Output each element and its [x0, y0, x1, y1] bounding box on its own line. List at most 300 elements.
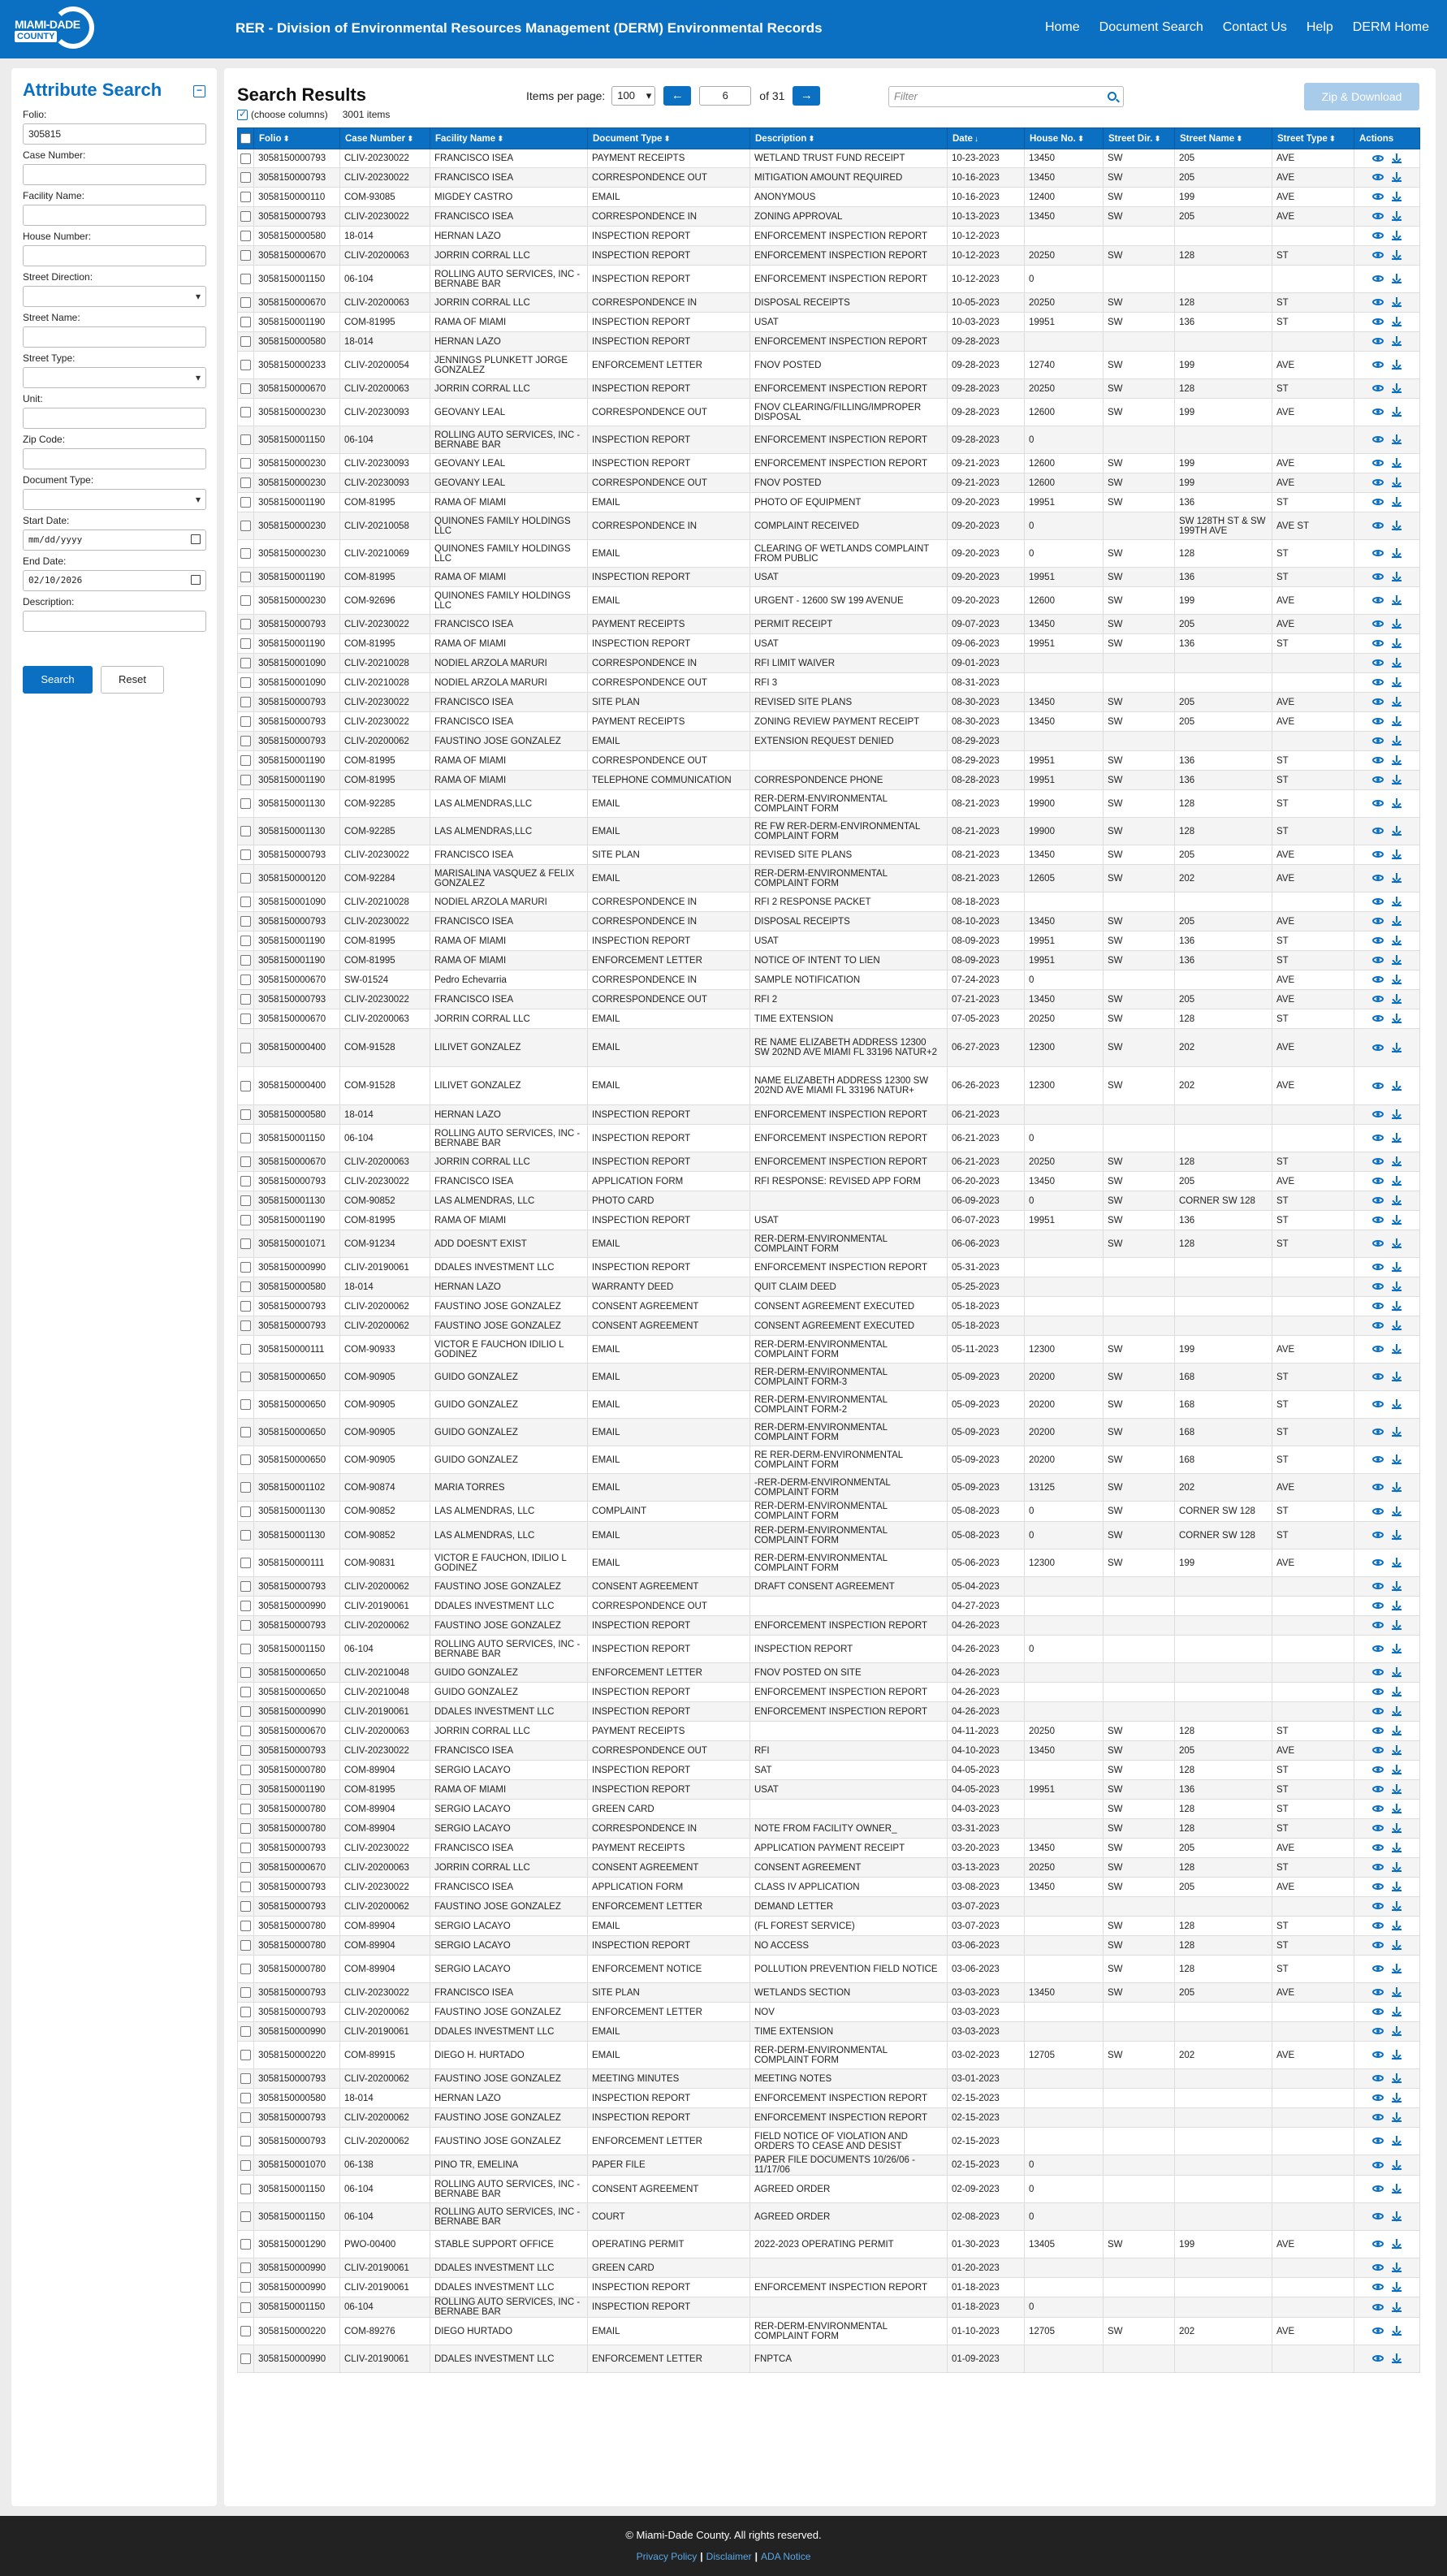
- download-icon[interactable]: [1392, 1282, 1402, 1291]
- row-checkbox[interactable]: [240, 2239, 251, 2250]
- row-checkbox[interactable]: [240, 1687, 251, 1697]
- row-checkbox[interactable]: [240, 521, 251, 531]
- view-icon[interactable]: [1372, 1456, 1384, 1463]
- street-type-select[interactable]: [23, 367, 206, 388]
- download-icon[interactable]: [1392, 1081, 1402, 1091]
- download-icon[interactable]: [1392, 2184, 1402, 2193]
- view-icon[interactable]: [1372, 1989, 1384, 1995]
- row-checkbox[interactable]: [240, 849, 251, 860]
- view-icon[interactable]: [1372, 800, 1384, 806]
- row-checkbox[interactable]: [240, 211, 251, 222]
- download-icon[interactable]: [1392, 407, 1402, 417]
- view-icon[interactable]: [1372, 193, 1384, 200]
- row-checkbox[interactable]: [240, 317, 251, 327]
- view-icon[interactable]: [1372, 1727, 1384, 1734]
- download-icon[interactable]: [1392, 658, 1402, 668]
- download-icon[interactable]: [1392, 2112, 1402, 2122]
- view-icon[interactable]: [1372, 828, 1384, 834]
- row-checkbox[interactable]: [240, 1964, 251, 1974]
- table-row[interactable]: [238, 149, 1420, 168]
- col-folio[interactable]: [254, 128, 340, 149]
- table-row[interactable]: [238, 818, 1420, 845]
- download-icon[interactable]: [1392, 916, 1402, 926]
- view-icon[interactable]: [1372, 1766, 1384, 1773]
- download-icon[interactable]: [1392, 638, 1402, 648]
- reset-button[interactable]: Reset: [101, 666, 164, 694]
- download-icon[interactable]: [1392, 1372, 1402, 1381]
- view-icon[interactable]: [1372, 573, 1384, 580]
- view-icon[interactable]: [1372, 1602, 1384, 1609]
- nav-derm-home[interactable]: DERM Home: [1352, 20, 1429, 34]
- row-checkbox[interactable]: [240, 1823, 251, 1834]
- col-facility-name[interactable]: [430, 128, 588, 149]
- table-row[interactable]: [238, 168, 1420, 188]
- view-icon[interactable]: [1372, 213, 1384, 219]
- view-icon[interactable]: [1372, 2051, 1384, 2058]
- table-row[interactable]: [238, 1297, 1420, 1316]
- table-row[interactable]: [238, 1258, 1420, 1277]
- table-row[interactable]: [238, 2022, 1420, 2042]
- download-icon[interactable]: [1392, 1530, 1402, 1540]
- document-type-select[interactable]: [23, 489, 206, 510]
- view-icon[interactable]: [1372, 957, 1384, 963]
- table-row[interactable]: [238, 931, 1420, 951]
- table-row[interactable]: [238, 1446, 1420, 1474]
- table-row[interactable]: [238, 2069, 1420, 2089]
- row-checkbox[interactable]: [240, 2302, 251, 2313]
- row-checkbox[interactable]: [240, 677, 251, 688]
- table-row[interactable]: [238, 751, 1420, 771]
- folio-input[interactable]: [23, 123, 206, 145]
- table-row[interactable]: [238, 473, 1420, 493]
- case-number-input[interactable]: [23, 164, 206, 185]
- download-icon[interactable]: [1392, 1454, 1402, 1464]
- table-row[interactable]: [238, 2155, 1420, 2176]
- disclaimer-link[interactable]: Disclaimer: [706, 2551, 752, 2562]
- row-checkbox[interactable]: [240, 658, 251, 668]
- row-checkbox[interactable]: [240, 360, 251, 370]
- row-checkbox[interactable]: [240, 1344, 251, 1355]
- download-icon[interactable]: [1392, 572, 1402, 581]
- table-row[interactable]: [238, 1191, 1420, 1211]
- table-row[interactable]: [238, 1878, 1420, 1897]
- table-row[interactable]: [238, 1029, 1420, 1067]
- download-icon[interactable]: [1392, 897, 1402, 906]
- view-icon[interactable]: [1372, 2264, 1384, 2271]
- view-icon[interactable]: [1372, 2094, 1384, 2101]
- view-icon[interactable]: [1372, 679, 1384, 685]
- row-checkbox[interactable]: [240, 336, 251, 347]
- row-checkbox[interactable]: [240, 1862, 251, 1873]
- table-row[interactable]: [238, 2345, 1420, 2373]
- view-icon[interactable]: [1372, 232, 1384, 239]
- download-icon[interactable]: [1392, 1804, 1402, 1813]
- row-checkbox[interactable]: [240, 172, 251, 183]
- download-icon[interactable]: [1392, 521, 1402, 530]
- download-icon[interactable]: [1392, 1745, 1402, 1755]
- view-icon[interactable]: [1372, 522, 1384, 529]
- download-icon[interactable]: [1392, 1399, 1402, 1409]
- table-row[interactable]: [238, 1211, 1420, 1230]
- table-row[interactable]: [238, 379, 1420, 399]
- table-row[interactable]: [238, 732, 1420, 751]
- download-icon[interactable]: [1392, 1262, 1402, 1272]
- download-icon[interactable]: [1392, 677, 1402, 687]
- view-icon[interactable]: [1372, 2028, 1384, 2034]
- download-icon[interactable]: [1392, 458, 1402, 468]
- collapse-icon[interactable]: −: [193, 85, 205, 97]
- download-icon[interactable]: [1392, 873, 1402, 883]
- row-checkbox[interactable]: [240, 297, 251, 308]
- nav-home[interactable]: Home: [1044, 20, 1080, 34]
- view-icon[interactable]: [1372, 2355, 1384, 2362]
- view-icon[interactable]: [1372, 1373, 1384, 1380]
- view-icon[interactable]: [1372, 597, 1384, 603]
- table-row[interactable]: [238, 654, 1420, 673]
- zip-download-button[interactable]: Zip & Download: [1304, 83, 1419, 110]
- table-row[interactable]: [238, 2128, 1420, 2155]
- table-row[interactable]: [238, 1858, 1420, 1878]
- table-row[interactable]: [238, 1502, 1420, 1522]
- table-row[interactable]: [238, 893, 1420, 912]
- zip-code-input[interactable]: [23, 448, 206, 469]
- unit-input[interactable]: [23, 408, 206, 429]
- table-row[interactable]: [238, 970, 1420, 990]
- view-icon[interactable]: [1372, 1645, 1384, 1652]
- table-row[interactable]: [238, 454, 1420, 473]
- row-checkbox[interactable]: [240, 1506, 251, 1517]
- choose-columns-link[interactable]: (choose columns): [251, 109, 328, 120]
- row-checkbox[interactable]: [240, 478, 251, 488]
- col-date[interactable]: [948, 128, 1025, 149]
- row-checkbox[interactable]: [240, 1601, 251, 1611]
- download-icon[interactable]: [1392, 1940, 1402, 1950]
- row-checkbox[interactable]: [240, 798, 251, 809]
- table-row[interactable]: [238, 1722, 1420, 1741]
- col-document-type[interactable]: [588, 128, 750, 149]
- row-checkbox[interactable]: [240, 1644, 251, 1654]
- view-icon[interactable]: [1372, 1786, 1384, 1792]
- row-checkbox[interactable]: [240, 897, 251, 907]
- download-icon[interactable]: [1392, 2326, 1402, 2336]
- view-icon[interactable]: [1372, 1965, 1384, 1972]
- row-checkbox[interactable]: [240, 1667, 251, 1678]
- view-icon[interactable]: [1372, 2075, 1384, 2081]
- row-checkbox[interactable]: [240, 2353, 251, 2364]
- download-icon[interactable]: [1392, 1843, 1402, 1852]
- row-checkbox[interactable]: [240, 2211, 251, 2222]
- download-icon[interactable]: [1392, 975, 1402, 984]
- download-icon[interactable]: [1392, 153, 1402, 163]
- download-icon[interactable]: [1392, 1558, 1402, 1567]
- download-icon[interactable]: [1392, 1726, 1402, 1735]
- view-icon[interactable]: [1372, 937, 1384, 944]
- row-checkbox[interactable]: [240, 716, 251, 727]
- download-icon[interactable]: [1392, 231, 1402, 240]
- row-checkbox[interactable]: [240, 1530, 251, 1541]
- view-icon[interactable]: [1372, 1708, 1384, 1714]
- row-checkbox[interactable]: [240, 2184, 251, 2194]
- row-checkbox[interactable]: [240, 2160, 251, 2171]
- view-icon[interactable]: [1372, 659, 1384, 666]
- download-icon[interactable]: [1392, 434, 1402, 444]
- view-icon[interactable]: [1372, 2162, 1384, 2168]
- view-icon[interactable]: [1372, 2137, 1384, 2144]
- row-checkbox[interactable]: [240, 775, 251, 785]
- row-checkbox[interactable]: [240, 2112, 251, 2123]
- filter-input[interactable]: [888, 86, 1124, 107]
- search-button[interactable]: Search: [23, 666, 93, 694]
- row-checkbox[interactable]: [240, 916, 251, 927]
- table-row[interactable]: [238, 1761, 1420, 1780]
- nav-contact-us[interactable]: Contact Us: [1222, 20, 1287, 34]
- row-checkbox[interactable]: [240, 873, 251, 884]
- row-checkbox[interactable]: [240, 2073, 251, 2084]
- row-checkbox[interactable]: [240, 1238, 251, 1249]
- house-number-input[interactable]: [23, 245, 206, 266]
- download-icon[interactable]: [1392, 172, 1402, 182]
- download-icon[interactable]: [1392, 1427, 1402, 1437]
- row-checkbox[interactable]: [240, 231, 251, 241]
- view-icon[interactable]: [1372, 1428, 1384, 1435]
- county-logo[interactable]: [15, 6, 102, 50]
- row-checkbox[interactable]: [240, 1262, 251, 1273]
- view-icon[interactable]: [1372, 338, 1384, 344]
- table-row[interactable]: [238, 332, 1420, 352]
- row-checkbox[interactable]: [240, 1043, 251, 1053]
- col-house-no[interactable]: [1025, 128, 1104, 149]
- table-row[interactable]: [238, 1125, 1420, 1152]
- table-row[interactable]: [238, 845, 1420, 865]
- table-row[interactable]: [238, 865, 1420, 893]
- view-icon[interactable]: [1372, 2008, 1384, 2015]
- calendar-icon[interactable]: [191, 534, 201, 544]
- row-checkbox[interactable]: [240, 497, 251, 508]
- view-icon[interactable]: [1372, 252, 1384, 258]
- facility-name-input[interactable]: [23, 205, 206, 226]
- table-row[interactable]: [238, 1616, 1420, 1636]
- row-checkbox[interactable]: [240, 1706, 251, 1717]
- download-icon[interactable]: [1392, 1765, 1402, 1774]
- table-row[interactable]: [238, 951, 1420, 970]
- download-icon[interactable]: [1392, 697, 1402, 707]
- view-icon[interactable]: [1372, 1805, 1384, 1812]
- download-icon[interactable]: [1392, 2282, 1402, 2292]
- table-row[interactable]: [238, 1956, 1420, 1983]
- row-checkbox[interactable]: [240, 2007, 251, 2017]
- view-icon[interactable]: [1372, 1264, 1384, 1270]
- view-icon[interactable]: [1372, 479, 1384, 486]
- table-row[interactable]: [238, 615, 1420, 634]
- view-icon[interactable]: [1372, 2114, 1384, 2120]
- table-row[interactable]: [238, 493, 1420, 512]
- view-icon[interactable]: [1372, 1532, 1384, 1538]
- table-row[interactable]: [238, 2176, 1420, 2203]
- download-icon[interactable]: [1392, 1506, 1402, 1516]
- row-checkbox[interactable]: [240, 274, 251, 284]
- download-icon[interactable]: [1392, 548, 1402, 558]
- view-icon[interactable]: [1372, 1508, 1384, 1515]
- download-icon[interactable]: [1392, 2160, 1402, 2170]
- table-row[interactable]: [238, 399, 1420, 426]
- row-checkbox[interactable]: [240, 619, 251, 629]
- row-checkbox[interactable]: [240, 1921, 251, 1931]
- view-icon[interactable]: [1372, 898, 1384, 905]
- nav-document-search[interactable]: Document Search: [1099, 20, 1203, 34]
- row-checkbox[interactable]: [240, 1320, 251, 1331]
- row-checkbox[interactable]: [240, 1195, 251, 1206]
- table-row[interactable]: [238, 426, 1420, 454]
- table-row[interactable]: [238, 1839, 1420, 1858]
- download-icon[interactable]: [1392, 1581, 1402, 1591]
- table-row[interactable]: [238, 771, 1420, 790]
- table-row[interactable]: [238, 1522, 1420, 1549]
- view-icon[interactable]: [1372, 851, 1384, 858]
- row-checkbox[interactable]: [240, 2093, 251, 2103]
- download-icon[interactable]: [1392, 994, 1402, 1004]
- row-checkbox[interactable]: [240, 1427, 251, 1437]
- download-icon[interactable]: [1392, 497, 1402, 507]
- view-icon[interactable]: [1372, 2185, 1384, 2192]
- view-icon[interactable]: [1372, 2241, 1384, 2247]
- view-icon[interactable]: [1372, 1303, 1384, 1309]
- view-icon[interactable]: [1372, 698, 1384, 705]
- table-row[interactable]: [238, 568, 1420, 587]
- table-row[interactable]: [238, 2318, 1420, 2345]
- table-row[interactable]: [238, 1819, 1420, 1839]
- table-row[interactable]: [238, 2003, 1420, 2022]
- row-checkbox[interactable]: [240, 1014, 251, 1024]
- table-row[interactable]: [238, 712, 1420, 732]
- download-icon[interactable]: [1392, 1862, 1402, 1872]
- table-row[interactable]: [238, 1277, 1420, 1297]
- table-row[interactable]: [238, 990, 1420, 1009]
- row-checkbox[interactable]: [240, 1745, 251, 1756]
- row-checkbox[interactable]: [240, 1133, 251, 1143]
- table-row[interactable]: [238, 1316, 1420, 1336]
- row-checkbox[interactable]: [240, 1620, 251, 1631]
- table-row[interactable]: [238, 540, 1420, 568]
- download-icon[interactable]: [1392, 1987, 1402, 1997]
- view-icon[interactable]: [1372, 1688, 1384, 1695]
- download-icon[interactable]: [1392, 2073, 1402, 2083]
- view-icon[interactable]: [1372, 1401, 1384, 1407]
- view-icon[interactable]: [1372, 1322, 1384, 1329]
- download-icon[interactable]: [1392, 1133, 1402, 1143]
- download-icon[interactable]: [1392, 2302, 1402, 2312]
- view-icon[interactable]: [1372, 1942, 1384, 1948]
- download-icon[interactable]: [1392, 798, 1402, 808]
- download-icon[interactable]: [1392, 383, 1402, 393]
- col-street-dir[interactable]: [1104, 128, 1175, 149]
- download-icon[interactable]: [1392, 478, 1402, 487]
- table-row[interactable]: [238, 2297, 1420, 2318]
- table-row[interactable]: [238, 1336, 1420, 1364]
- view-icon[interactable]: [1372, 640, 1384, 646]
- table-row[interactable]: [238, 1983, 1420, 2003]
- view-icon[interactable]: [1372, 499, 1384, 505]
- street-name-input[interactable]: [23, 326, 206, 348]
- col-description[interactable]: [750, 128, 948, 149]
- view-icon[interactable]: [1372, 1111, 1384, 1117]
- page-number-input[interactable]: 6: [699, 86, 751, 106]
- view-icon[interactable]: [1372, 918, 1384, 924]
- download-icon[interactable]: [1392, 2263, 1402, 2272]
- row-checkbox[interactable]: [240, 1765, 251, 1775]
- view-icon[interactable]: [1372, 1346, 1384, 1352]
- download-icon[interactable]: [1392, 1301, 1402, 1311]
- row-checkbox[interactable]: [240, 1109, 251, 1120]
- row-checkbox[interactable]: [240, 1987, 251, 1998]
- view-icon[interactable]: [1372, 1283, 1384, 1290]
- row-checkbox[interactable]: [240, 1882, 251, 1892]
- col-street-name[interactable]: [1175, 128, 1272, 149]
- table-row[interactable]: [238, 1663, 1420, 1683]
- table-row[interactable]: [238, 1067, 1420, 1105]
- view-icon[interactable]: [1372, 275, 1384, 282]
- download-icon[interactable]: [1392, 1238, 1402, 1248]
- view-icon[interactable]: [1372, 460, 1384, 466]
- row-checkbox[interactable]: [240, 638, 251, 649]
- row-checkbox[interactable]: [240, 1399, 251, 1410]
- view-icon[interactable]: [1372, 1015, 1384, 1022]
- table-row[interactable]: [238, 188, 1420, 207]
- table-row[interactable]: [238, 1391, 1420, 1419]
- row-checkbox[interactable]: [240, 697, 251, 707]
- row-checkbox[interactable]: [240, 2136, 251, 2146]
- table-row[interactable]: [238, 2258, 1420, 2278]
- next-page-button[interactable]: →: [793, 86, 820, 106]
- view-icon[interactable]: [1372, 1844, 1384, 1851]
- view-icon[interactable]: [1372, 408, 1384, 415]
- table-row[interactable]: [238, 1577, 1420, 1597]
- table-row[interactable]: [238, 1741, 1420, 1761]
- table-row[interactable]: [238, 227, 1420, 246]
- calendar-icon[interactable]: [191, 575, 201, 585]
- table-row[interactable]: [238, 1009, 1420, 1029]
- row-checkbox[interactable]: [240, 994, 251, 1005]
- table-row[interactable]: [238, 266, 1420, 293]
- row-checkbox[interactable]: [240, 1156, 251, 1167]
- table-row[interactable]: [238, 246, 1420, 266]
- view-icon[interactable]: [1372, 550, 1384, 556]
- download-icon[interactable]: [1392, 955, 1402, 965]
- row-checkbox[interactable]: [240, 1301, 251, 1312]
- download-icon[interactable]: [1392, 1644, 1402, 1653]
- items-per-page-select[interactable]: 100 ▾: [611, 86, 655, 106]
- row-checkbox[interactable]: [240, 383, 251, 394]
- download-icon[interactable]: [1392, 1109, 1402, 1119]
- download-icon[interactable]: [1392, 336, 1402, 346]
- download-icon[interactable]: [1392, 1706, 1402, 1716]
- table-row[interactable]: [238, 634, 1420, 654]
- view-icon[interactable]: [1372, 1083, 1384, 1089]
- row-checkbox[interactable]: [240, 955, 251, 966]
- view-icon[interactable]: [1372, 776, 1384, 783]
- download-icon[interactable]: [1392, 2026, 1402, 2036]
- table-row[interactable]: [238, 2278, 1420, 2297]
- download-icon[interactable]: [1392, 1823, 1402, 1833]
- row-checkbox[interactable]: [240, 826, 251, 836]
- view-icon[interactable]: [1372, 996, 1384, 1002]
- download-icon[interactable]: [1392, 1667, 1402, 1677]
- row-checkbox[interactable]: [240, 595, 251, 606]
- end-date-input[interactable]: [23, 570, 206, 591]
- nav-help[interactable]: Help: [1306, 20, 1333, 34]
- download-icon[interactable]: [1392, 317, 1402, 326]
- row-checkbox[interactable]: [240, 1081, 251, 1091]
- download-icon[interactable]: [1392, 2211, 1402, 2221]
